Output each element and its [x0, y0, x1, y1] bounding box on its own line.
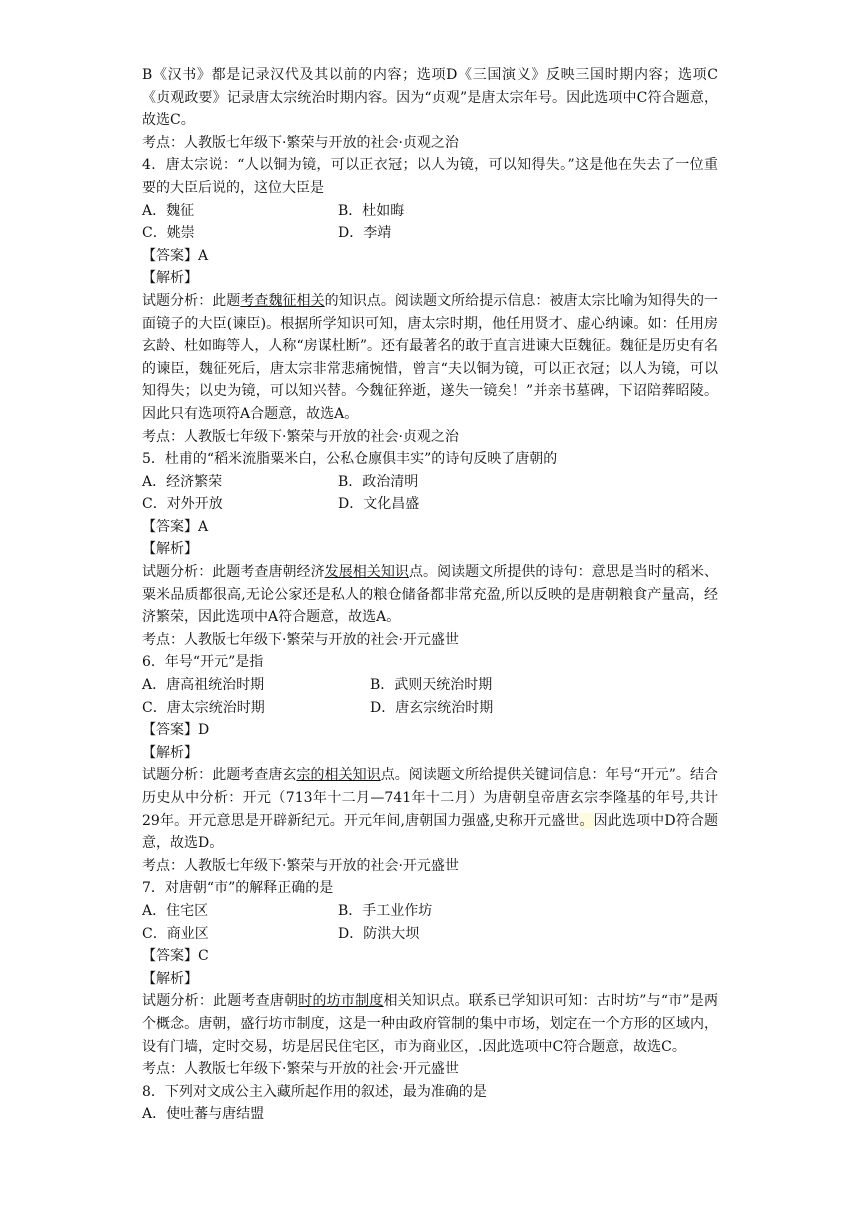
q3-point: 考点：人教版七年级下·繁荣与开放的社会·贞观之治 [142, 134, 459, 151]
q6-option-d: D．唐玄宗统治时期 [370, 699, 494, 716]
q6-option-c: C．唐太宗统治时期 [142, 699, 265, 716]
q7-option-d: D．防洪大坝 [338, 925, 420, 942]
q6-options-row-1 [142, 674, 718, 697]
q7-option-c: C．商业区 [142, 925, 209, 942]
q7-analysis-label: 【解析】 [142, 970, 198, 987]
q4-option-a: A．魏征 [142, 202, 195, 219]
q7-analysis [142, 990, 718, 1058]
q5-analysis-underlined: 发展相关知识 [324, 564, 409, 581]
q7-options-row-1 [142, 900, 718, 923]
q4-point: 考点：人教版七年级下·繁荣与开放的社会·贞观之治 [142, 428, 459, 445]
q6-answer: 【答案】D [142, 722, 210, 739]
q6-analysis-underlined: 宗的相关知识 [296, 767, 381, 784]
q4-analysis [142, 290, 718, 426]
q5-option-c: C．对外开放 [142, 496, 223, 513]
q4-analysis-underlined: 考查魏征相关 [240, 292, 325, 309]
q6-point: 考点：人教版七年级下·繁荣与开放的社会·开元盛世 [142, 857, 459, 874]
q6-analysis-label: 【解析】 [142, 744, 198, 761]
q6-analysis-pre: 试题分析：此题考查唐玄 [142, 767, 297, 784]
q4-option-c: C．姚崇 [142, 225, 195, 242]
q6-option-a: A．唐高祖统治时期 [142, 677, 265, 694]
q4-option-b: B．杜如晦 [338, 202, 405, 219]
q6-option-b: B．武则天统治时期 [370, 677, 493, 694]
q6-analysis-highlight: 。 [579, 812, 594, 829]
q4-analysis-pre: 试题分析：此题 [142, 292, 241, 309]
q7-options-row-2 [142, 923, 718, 946]
q4-stem: 4．唐太宗说：“人以铜为镜，可以正衣冠；以人为镜，可以知得失。”这是他在失去了一位重要的大臣后说的，这位大臣是 [142, 157, 718, 196]
q4-options-row-1 [142, 200, 718, 223]
q5-point: 考点：人教版七年级下·繁荣与开放的社会·开元盛世 [142, 631, 459, 648]
q5-analysis-label: 【解析】 [142, 541, 198, 558]
q5-answer: 【答案】A [142, 518, 209, 535]
q6-analysis [142, 764, 718, 854]
q4-analysis-post: 的知识点。阅读题文所给提示信息：被唐太宗比喻为知得失的一面镜子的大臣(谏臣)。根据所学知识可知，唐太宗时期，他任用贤才、虚心纳谏。如：任用房玄龄、杜如晦等人，人称“房谋杜断”。还有最著名的敢于直言进谏大臣魏征。魏征是历史有名的谏臣，魏征死后，唐太宗非常悲痛惋惜，曾言“夫以铜为镜，可以正衣冠；以人为镜，可以知得失；以史为镜，可以知兴替。今魏征猝逝，遂失一镜矣！”并亲书墓碑，下诏陪葬昭陵。因此只有选项符A合题意，故选A。 [142, 292, 719, 422]
q6-options-row-2 [142, 697, 718, 720]
q5-option-d: D．文化昌盛 [338, 496, 420, 513]
q8-option-a: A．使吐蕃与唐结盟 [142, 1106, 265, 1123]
q4-option-d: D．李靖 [338, 225, 392, 242]
q6-stem: 6．年号“开元”是指 [142, 654, 264, 671]
q5-options-row-1 [142, 471, 718, 494]
q3-analysis-tail: B《汉书》都是记录汉代及其以前的内容；选项D《三国演义》反映三国时期内容；选项C《贞观政要》记录唐太宗统治时期内容。因为“贞观”是唐太宗年号。因此选项中C符合题意，故选C。 [142, 67, 718, 129]
q7-point: 考点：人教版七年级下·繁荣与开放的社会·开元盛世 [142, 1061, 459, 1078]
q7-option-b: B．手工业作坊 [338, 902, 433, 919]
q5-option-b: B．政治清明 [338, 473, 419, 490]
q6-analysis-post-a: 点。阅读题文所给提供关键词信息：年号“开元”。结合历史从中分析：开元（713年十二月—741年十二月）为唐朝皇帝唐玄宗李隆基的年号,共计29年。开元意思是开辟新纪元。开元年间,唐朝国力强盛,史称开元盛世 [142, 767, 718, 829]
q7-analysis-underlined: 时的坊市制度 [298, 993, 384, 1010]
q5-options-row-2 [142, 493, 718, 516]
q7-option-a: A．住宅区 [142, 902, 209, 919]
q7-stem: 7．对唐朝“市”的解释正确的是 [142, 880, 334, 897]
q5-option-a: A．经济繁荣 [142, 473, 223, 490]
document-page [142, 64, 718, 1126]
q4-analysis-label: 【解析】 [142, 270, 198, 287]
q8-options-row-1 [142, 1103, 718, 1126]
q5-analysis [142, 561, 718, 629]
q5-analysis-pre: 试题分析：此题考查唐朝经济 [142, 564, 325, 581]
q7-answer: 【答案】C [142, 948, 209, 965]
q5-stem: 5．杜甫的“稻米流脂粟米白，公私仓廪俱丰实”的诗句反映了唐朝的 [142, 451, 558, 468]
q8-stem: 8．下列对文成公主入藏所起作用的叙述，最为准确的是 [142, 1083, 487, 1100]
q5-analysis-post: 点。阅读题文所提供的诗句：意思是当时的稻米、粟米品质都很高,无论公家还是私人的粮仓储备都非常充盈,所以反映的是唐朝粮食产量高，经济繁荣，因此选项中A符合题意，故选A。 [142, 564, 719, 626]
q6-analysis-post-b: 因此选项中D符合题意，故选D。 [142, 812, 718, 852]
q4-answer: 【答案】A [142, 247, 209, 264]
q4-options-row-2 [142, 222, 718, 245]
q7-analysis-pre: 试题分析：此题考查唐朝 [142, 993, 299, 1010]
q7-analysis-post: 相关知识点。联系已学知识可知：古时坊”与“市”是两个概念。唐朝，盛行坊市制度，这是一种由政府管制的集中市场，划定在一个方形的区域内，设有门墙，定时交易，坊是居民住宅区，市为商业区，.因此选项中C符合题意，故选C。 [142, 993, 719, 1055]
